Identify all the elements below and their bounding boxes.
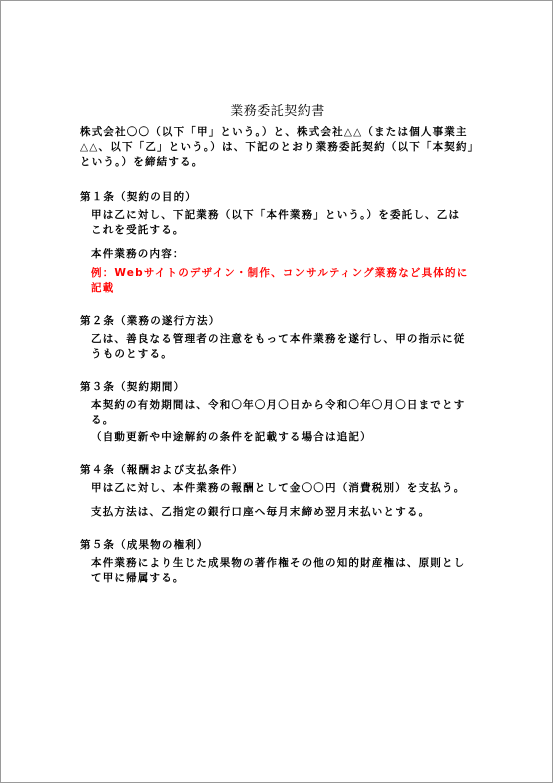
article-4-text: 甲は乙に対し、本件業務の報酬として金〇〇円（消費税別）を支払う。 [91,482,466,494]
article-1-heading: 第１条（契約の目的） [80,191,197,203]
article-1-text: 甲は乙に対し、下記業務（以下「本件業務」という。）を委託し、乙はこれを受託する。 [91,209,461,236]
article-5-text: 本件業務により生じた成果物の著作権その他の知的財産権は、原則として甲に帰属する。 [91,557,466,584]
document-title: 業務委託契約書 [230,104,325,119]
article-3-text: 本契約の有効期間は、令和〇年〇月〇日から令和〇年〇月〇日までとする。 [91,399,466,426]
article-4-payment-method: 支払方法は、乙指定の銀行口座へ毎月末締め翌月末払いとする。 [91,506,431,518]
article-3 [80,380,480,445]
article-3-note: （自動更新や中途解約の条件を記載する場合は追記） [91,431,372,443]
article-1 [80,190,480,296]
article-1-example-note: 例：Webサイトのデザイン・制作、コンサルティング業務など具体的に記載 [91,267,469,294]
article-2-text: 乙は、善良なる管理者の注意をもって本件業務を遂行し、甲の指示に従うものとする。 [91,333,466,360]
article-5 [80,538,480,586]
article-4 [80,463,480,520]
article-4-heading: 第４条（報酬および支払条件） [80,464,244,476]
preamble: 株式会社〇〇（以下「甲」という。）と、株式会社△△（または個人事業主△△、以下「乙」という。）は、下記のとおり業務委託契約（以下「本契約」という。）を締結する。 [80,126,480,168]
article-1-content-label: 本件業務の内容： [91,248,185,260]
article-2-heading: 第２条（業務の遂行方法） [80,315,221,327]
article-5-heading: 第５条（成果物の権利） [80,539,209,551]
article-2 [80,314,480,362]
document-body [80,125,480,586]
article-3-heading: 第３条（契約期間） [80,381,186,393]
